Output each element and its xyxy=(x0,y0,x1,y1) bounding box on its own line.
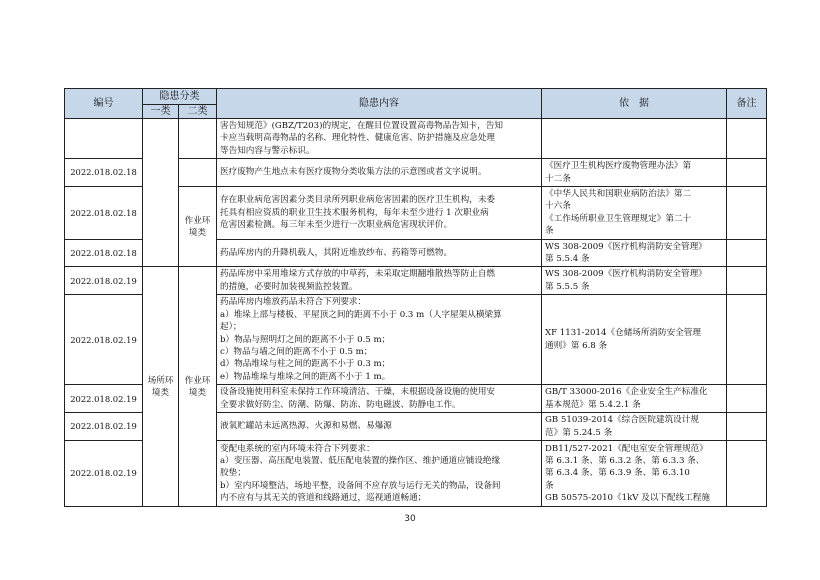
row-content xyxy=(217,187,542,240)
row-code: 2022.018.02.19 xyxy=(65,441,143,507)
content-line: 胶垫； xyxy=(220,468,246,479)
cat2-cell-empty xyxy=(179,119,217,159)
row-remark xyxy=(727,267,767,295)
content-line: a）堆垛上部与楼板、平屋顶之间的距离不小于 0.3 m（人字屋架从横梁算 xyxy=(220,309,502,320)
row-code: 2022.018.02.18 xyxy=(65,187,143,240)
row-code xyxy=(65,119,143,159)
header-remark: 备注 xyxy=(727,89,767,119)
content-line: 害告知规范》(GBZ/T203)的规定，在醒目位置设置高毒物品告知卡，告知 xyxy=(220,121,503,131)
basis-line: 条 xyxy=(545,480,554,491)
basis-line: 十六条 xyxy=(545,201,571,212)
content-line: 药品库房内堆放药品未符合下列要求： xyxy=(220,297,367,308)
basis-line: XF 1131-2014《仓储场所消防安全管理 xyxy=(545,328,701,339)
header-cat1: 一类 xyxy=(143,105,179,119)
page-number: 30 xyxy=(404,514,416,524)
content-line: 危害因素检测。每三年未至少进行一次职业病危害现状评价。 xyxy=(220,220,453,231)
row-content xyxy=(217,385,542,413)
header-content: 隐患内容 xyxy=(217,89,542,119)
basis-line: DB11/527-2021《配电室安全管理规范》 xyxy=(545,443,708,454)
row-remark xyxy=(727,119,767,159)
row-content xyxy=(217,267,542,295)
header-category: 隐患分类 xyxy=(143,89,217,105)
basis-line: 《医疗卫生机构医疗废物管理办法》第 xyxy=(545,161,692,172)
content-line: 起）； xyxy=(220,322,242,333)
basis-line: 《工作场所职业卫生管理规定》第二十 xyxy=(545,213,692,224)
row-basis xyxy=(542,385,727,413)
row-content xyxy=(217,413,542,441)
basis-line: 基本规范》第 5.4.2.1 条 xyxy=(545,399,641,410)
row-code: 2022.018.02.19 xyxy=(65,413,143,441)
row-code: 2022.018.02.19 xyxy=(65,267,143,295)
content-line: 托具有相应资质的职业卫生技术服务机构，每年未至少进行 1 次职业病 xyxy=(220,207,489,218)
row-remark xyxy=(727,239,767,267)
row-basis xyxy=(542,159,727,187)
row-basis xyxy=(542,295,727,385)
row-remark xyxy=(727,413,767,441)
row-basis xyxy=(542,187,727,240)
row-content xyxy=(217,159,542,187)
basis-line: 条 xyxy=(545,226,554,237)
row-code: 2022.018.02.18 xyxy=(65,239,143,267)
basis-line: 第 5.5.4 条 xyxy=(545,254,590,265)
content-line: 药品库房内的升降机载人，其附近堆放纱布、药箱等可燃物。 xyxy=(220,247,453,258)
basis-line: 十二条 xyxy=(545,173,571,184)
cat2-work-environment: 作业环境类 xyxy=(179,267,217,507)
content-line: 等告知内容与警示标识。 xyxy=(220,145,315,156)
hazard-table xyxy=(64,88,767,507)
basis-line: WS 308-2009《医疗机构消防安全管理》 xyxy=(545,241,707,252)
content-line: 的措施，必要时加装视频监控装置。 xyxy=(220,281,358,292)
basis-line: 第 6.3.4 条、第 6.3.9 条、第 6.3.10 xyxy=(545,468,690,479)
row-basis xyxy=(542,239,727,267)
row-content xyxy=(217,295,542,385)
row-code: 2022.018.02.18 xyxy=(65,159,143,187)
header-basis: 依 据 xyxy=(542,89,727,119)
row-remark xyxy=(727,441,767,507)
cat1-site-environment: 场所环境类 xyxy=(143,267,179,507)
row-remark xyxy=(727,295,767,385)
content-line: 内不应有与其无关的管道和线路通过，巡视通道畅通； xyxy=(220,493,427,504)
basis-line: WS 308-2009《医疗机构消防安全管理》 xyxy=(545,269,707,280)
header-code: 编号 xyxy=(65,89,143,119)
basis-line: GB 51039-2014《综合医院建筑设计规 xyxy=(545,415,699,426)
row-code: 2022.018.02.19 xyxy=(65,385,143,413)
row-basis xyxy=(542,441,727,507)
content-line: 全要求做好防尘、防潮、防爆、防冻、防电磁波、防静电工作。 xyxy=(220,399,461,410)
basis-line: GB/T 33000-2016《企业安全生产标准化 xyxy=(545,387,708,398)
table-row xyxy=(65,267,767,295)
content-line: a）变压器、高压配电装置、低压配电装置的操作区、维护通道应铺设绝缘 xyxy=(220,455,501,466)
row-remark xyxy=(727,187,767,240)
basis-line: 范》第 5.24.5 条 xyxy=(545,427,613,438)
content-line: 药品库房中采用堆垛方式存放的中草药，未采取定期翻堆散热等防止自燃 xyxy=(220,269,496,280)
row-content xyxy=(217,441,542,507)
content-line: d）物品堆垛与柱之间的距离不小于 0.3 m； xyxy=(220,359,391,370)
row-basis xyxy=(542,413,727,441)
basis-line: 通则》第 6.8 条 xyxy=(545,340,608,351)
content-line: 存在职业病危害因素分类目录所列职业病危害因素的医疗卫生机构，未委 xyxy=(220,195,496,206)
row-remark xyxy=(727,385,767,413)
basis-line: 《中华人民共和国职业病防治法》第二 xyxy=(545,189,692,200)
content-line: c）物品与墙之间的距离不小于 0.5 m； xyxy=(220,346,373,357)
row-code: 2022.018.02.19 xyxy=(65,295,143,385)
row-content xyxy=(217,239,542,267)
content-line: 医疗废物产生地点未有医疗废物分类收集方法的示意图或者文字说明。 xyxy=(220,167,487,178)
content-line: 变配电系统的室内环境未符合下列要求： xyxy=(220,443,375,454)
table-row xyxy=(65,119,767,159)
content-line: 卡应当载明高毒物品的名称、理化特性、健康危害、防护措施及应急处理 xyxy=(220,133,496,144)
basis-line: 第 6.3.1 条、第 6.3.2 条、第 6.3.3 条、 xyxy=(545,455,705,466)
row-content xyxy=(217,119,542,159)
cat2-cell-empty xyxy=(179,159,217,187)
row-basis xyxy=(542,267,727,295)
row-remark xyxy=(727,159,767,187)
cat1-cell-empty xyxy=(143,119,179,267)
content-line: 液氧贮罐站未远离热源、火源和易燃、易爆源 xyxy=(220,421,392,432)
content-line: b）室内环境整洁，场地平整，设备间不应存放与运行无关的物品，设备间 xyxy=(220,480,501,491)
basis-line: 第 5.5.5 条 xyxy=(545,281,590,292)
cat2-work-environment: 作业环境类 xyxy=(179,187,217,267)
content-line: 设备设施使用科室未保持工作环境清洁、干燥，未根据设备设施的使用安 xyxy=(220,387,496,398)
table-header-row xyxy=(65,89,767,105)
content-line: b）物品与照明灯之间的距离不小于 0.5 m； xyxy=(220,334,391,345)
content-line: e）物品堆垛与堆垛之间的距离不小于 1 m。 xyxy=(220,371,391,382)
basis-line: GB 50575-2010《1kV 及以下配线工程施 xyxy=(545,493,710,504)
header-cat2: 二类 xyxy=(179,105,217,119)
row-basis xyxy=(542,119,727,159)
